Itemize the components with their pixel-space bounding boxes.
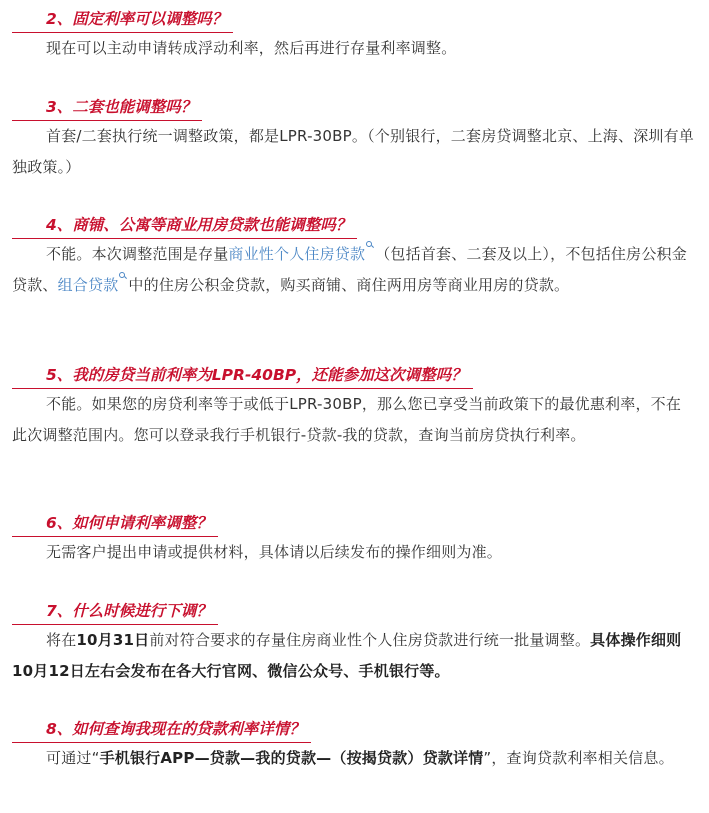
question-heading: 8、如何查询我现在的贷款利率详情？ — [12, 718, 311, 743]
answer-text — [12, 743, 695, 774]
faq-item-7 — [12, 600, 695, 687]
faq-item-2 — [12, 8, 695, 64]
details-bold: 具体操作细则10月12日左右会发布在各大行官网、微信公众号、手机银行等。 — [12, 631, 682, 680]
answer-text: 不能。如果您的房贷利率等于或低于LPR-30BP，那么您已享受当前政策下的最优惠利率，不在此次调整范围内。您可以登录我行手机银行-贷款-我的贷款，查询当前房贷执行利率。 — [12, 395, 682, 444]
answer-text: 无需客户提出申请或提供材料，具体请以后续发布的操作细则为准。 — [46, 543, 503, 561]
answer-text: 现在可以主动申请转成浮动利率，然后再进行存量利率调整。 — [46, 39, 457, 57]
answer-segment: 前对符合要求的存量住房商业性个人住房贷款进行统一批量调整。 — [149, 631, 591, 649]
faq-item-3 — [12, 96, 695, 183]
answer-segment: ”，查询贷款利率相关信息。 — [483, 749, 674, 767]
search-icon[interactable] — [119, 272, 126, 279]
question-heading: 7、什么时候进行下调？ — [12, 600, 218, 625]
question-heading: 3、二套也能调整吗？ — [12, 96, 202, 121]
answer-text — [12, 625, 695, 687]
faq-item-5 — [12, 364, 695, 451]
answer-segment: 将在 — [46, 631, 77, 649]
question-heading: 4、商铺、公寓等商业用房贷款也能调整吗？ — [12, 214, 357, 239]
question-heading: 5、我的房贷当前利率为LPR-40BP，还能参加这次调整吗？ — [12, 364, 473, 389]
faq-item-4 — [12, 214, 695, 301]
date-bold: 10月31日 — [76, 631, 150, 649]
question-heading: 6、如何申请利率调整？ — [12, 512, 218, 537]
faq-item-6 — [12, 512, 695, 568]
combo-loan-link[interactable]: 组合贷款 — [57, 276, 119, 294]
loan-type-link[interactable]: 商业性个人住房贷款 — [228, 245, 366, 263]
answer-segment: （包括首套、二套及以上），不包括住房公积金贷款、 — [12, 245, 687, 294]
answer-segment: 中的住房公积金贷款，购买商铺、商住两用房等商业用房的贷款。 — [128, 276, 570, 294]
question-heading: 2、固定利率可以调整吗？ — [12, 8, 233, 33]
faq-item-8 — [12, 718, 695, 774]
answer-text: 首套/二套执行统一调整政策，都是LPR-30BP。（个别银行，二套房贷调整北京、上海、深圳有单独政策。） — [12, 127, 695, 176]
search-icon[interactable] — [366, 241, 373, 248]
answer-text — [12, 239, 695, 301]
answer-segment: 可通过“ — [46, 749, 100, 767]
app-path-bold: 手机银行APP—贷款—我的贷款—（按揭贷款）贷款详情 — [99, 749, 484, 767]
answer-segment: 不能。本次调整范围是存量 — [46, 245, 229, 263]
